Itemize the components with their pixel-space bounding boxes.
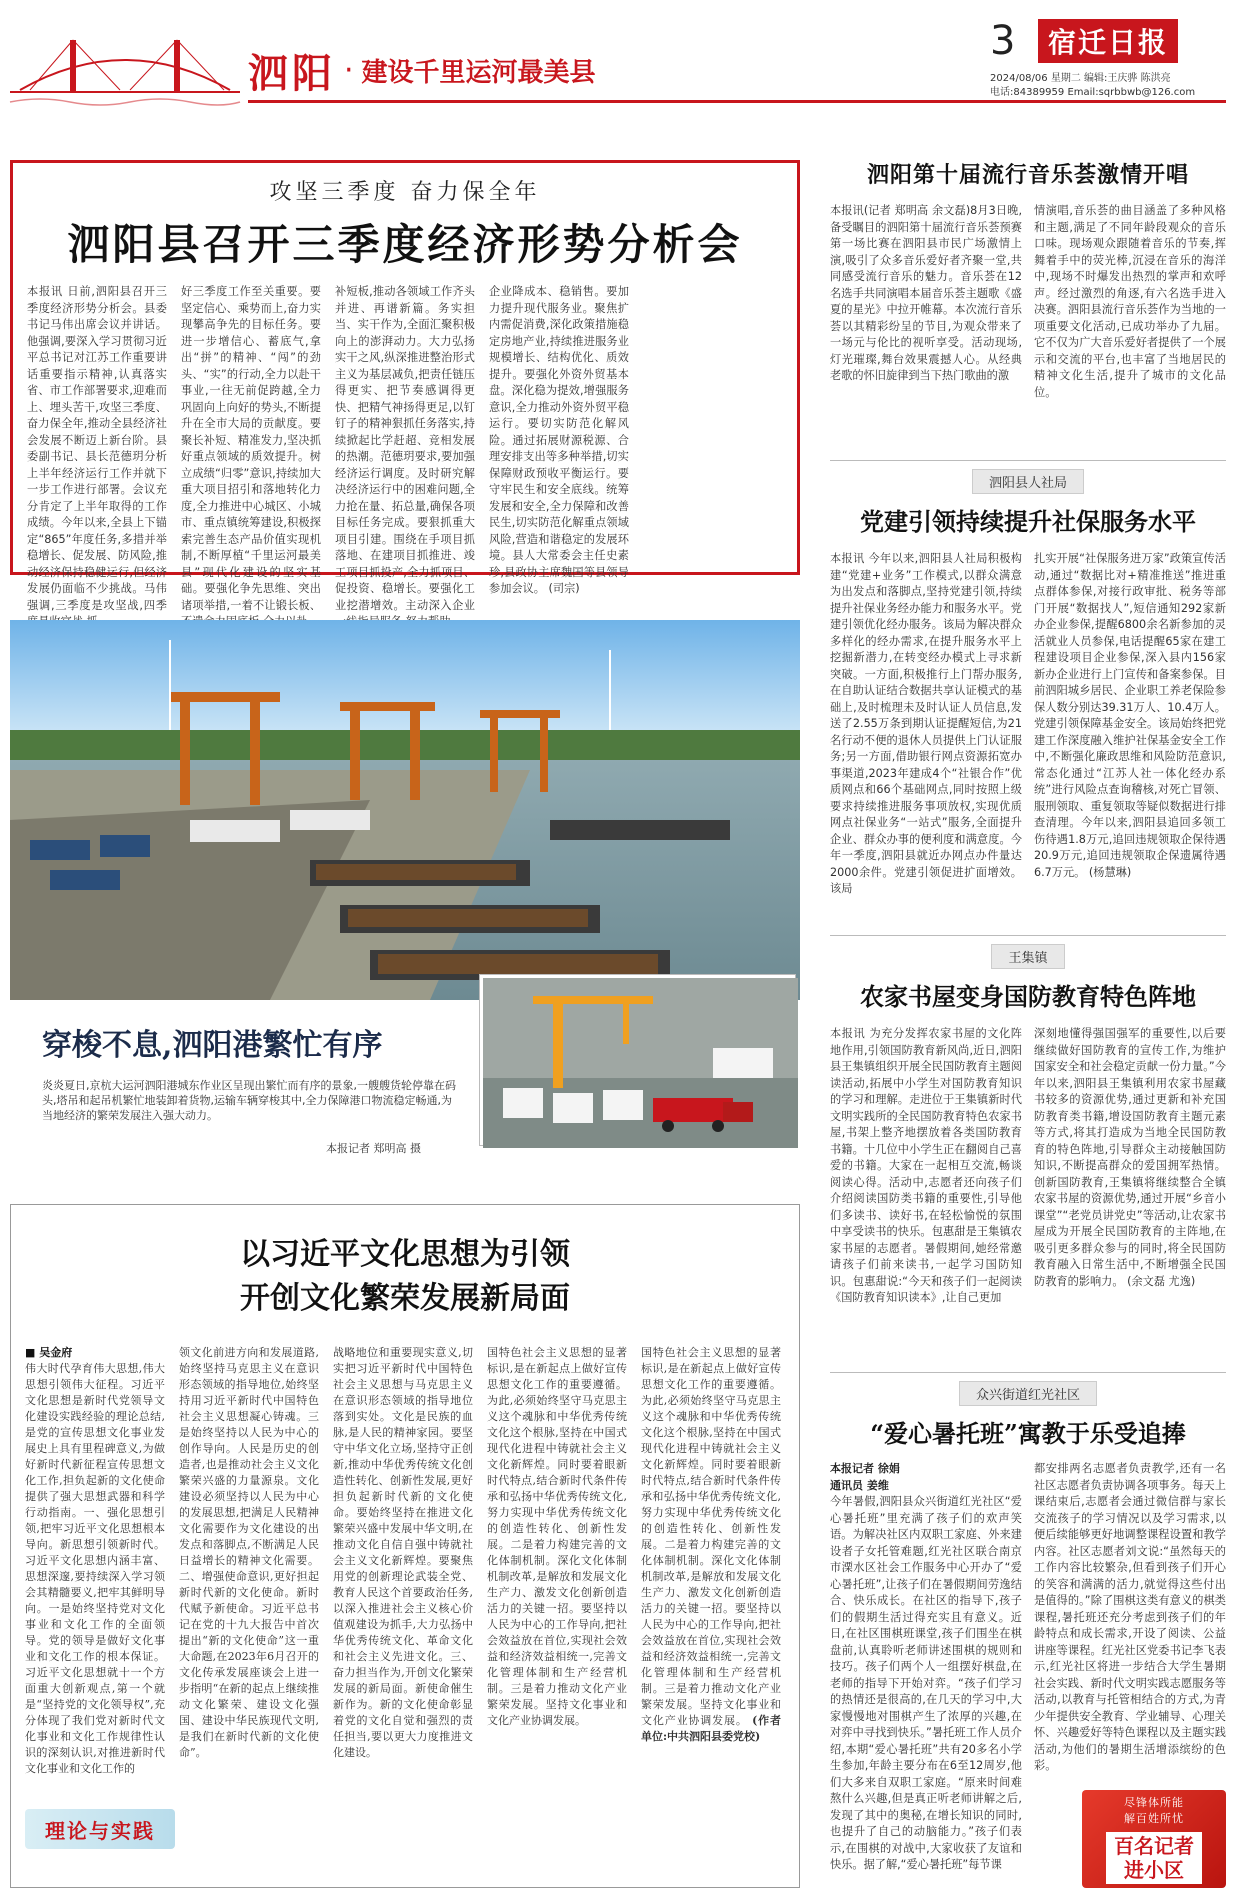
music-article xyxy=(830,158,1226,460)
theory-column-2: 领文化前进方向和发展道路,始终坚持马克思主义在意识形态领域的指导地位,始终坚持用习近平新时代中国特色社会主义思想凝心铸魂。三是始终坚持以人民为中心的创作导向。人民是历史的创造者,也是推动社会主义文化繁荣兴盛的力量源泉。文化建设必须坚持以人民为中心的发展思想,把满足人民精神文化需要作为文化建设的出发点和落脚点,不断满足人民日益增长的精神文化需要。二、增强使命意识,更好担起新时代新的文化使命。新时代赋予新使命。习近平总书记在党的十九大报告中首次提出“新的文化使命”这一重大命题,在2023年6月召开的文化传承发展座谈会上进一步指明“在新的起点上继续推动文化繁荣、建设文化强国、建设中华民族现代文明,是我们在新时代新的文化使命”。 xyxy=(179,1346,319,1759)
newspaper-logo: 宿迁日报 xyxy=(1038,19,1178,63)
books-author: (余文磊 尤逸) xyxy=(1127,1274,1196,1288)
books-section-tag: 王集镇 xyxy=(991,944,1064,969)
masthead-rule xyxy=(248,100,1226,103)
issue-phone: 电话:84389959 xyxy=(990,87,1065,98)
lead-column-1: 本报讯 日前,泗阳县召开三季度经济形势分析会。县委书记马伟出席会议并讲话。他强调,要深入学习贯彻习近平总书记对江苏工作重要讲话重要指示精神,认真落实省、市工作部署要求,迎难而上、埋头苦干,攻坚三季度、奋力保全年,推动全县经济社会发展不断迈上新台阶。县委副书记、县长范德玥分析上半年经济运行工作并就下一步工作进行部署。会议充分肯定了上半年取得的工作成绩。今年以来,全县上下锚定“865”年度任务,多措并举稳增长、促发展、防风险,推动经济保持稳健运行,但经济发展仍面临不少挑战。马伟强调,三季度是攻坚战,四季 xyxy=(27,285,167,612)
books-column-1: 本报讯 为充分发挥农家书屋的文化阵地作用,引领国防教育新风尚,近日,泗阳县王集镇组织开展全民国防教育主题阅读活动,拓展中小学生对国防教育知识的学习和理解。走进位于王集镇新时代文明实践所的全民国防教育特色农家书屋,书架上整齐地摆放着各类国防教育书籍。十几位中小学生正在翻阅自己喜爱的书籍。大家在一起相互交流,畅谈阅读心得。活动中,志愿者还向孩子们介绍阅读国防类书籍的重要性,引导他们多读书、读好书,在轻松愉悦的氛围中享受读书的快乐。包惠甜是王集镇农家书屋的志愿者。暑假期间,她经常邀请孩子们前来读书,一起学习国防知识。包惠甜说:“今天和孩子们一起阅读《国防教育知识读本》,让自己更加 xyxy=(830,1027,1022,1304)
theory-column-4: 国特色社会主义思想的显著标识,是在新起点上做好宣传思想文化工作的重要遵循。为此,必须始终坚守马克思主义这个魂脉和中华优秀传统文化这个根脉,坚持在中国式现代化进程中铸就社会主义文化新辉煌。同时要着眼新时代特点,结合新时代条件传承和弘扬中华优秀传统文化,努力实现中华优秀传统文化的创造性转化、创新性发展。二是着力构建完善的文化体制机制。深化文化体制机制改革,是解放和发展文化生产力、激发文化创新创造活力的关键一招。要坚持以人民为中心的工作导向,把社会效益放在首位,实现社会效益和经济效益相统一,完善文化管理体制和生产经营机制。三是着力推动文化产业繁荣发展。坚持文化事业和文化产业协调发展。 xyxy=(487,1346,627,1727)
theory-column-1-text: 伟大时代孕育伟大思想,伟大思想引领伟大征程。习近平文化思想是新时代党领导文化建设实践经验的理论总结,是党的宣传思想文化事业发展史上具有里程碑意义,为做好新时代新征程宣传思想文化工作,担负起新的文化使命提供了强大思想武器和科学行动指南。一、强化思想引领,把牢习近平文化思想根本导向。新思想引领新时代。习近平文化思想内涵丰富、思想深邃,要持续深入学习领会其精髓要义,把牢其鲜明导向。一是始终坚持党对文化事业和文化工作的全面领导。党的领导是做好文化事业和文化工作的根本保证。习近平文化思想就十一个方面重大创新观点,第一个就是“坚持党的文化领导权”,充分体现了我们党对新时代文化事业和文化工作规律性认识的深刻认识,对推进新时代文化事业和文化工作的 xyxy=(25,1362,165,1775)
music-column-2: 情演唱,音乐荟的曲目涵盖了多种风格和主题,满足了不同年龄段观众的音乐口味。现场观众跟随着音乐的节奏,挥舞着手中的荧光棒,沉浸在音乐的海洋中,现场不时爆发出热烈的掌声和欢呼声。经过激烈的角逐,有六名选手进入决赛。泗阳县流行音乐荟作为当地的一项重要文化活动,已成功举办了九届。它不仅为广大音乐爱好者提供了一个展示和交流的平台,也丰富了当地居民的精神文化生活,提升了城市的文化品位。 xyxy=(1034,204,1226,399)
social-security-article xyxy=(830,460,1226,895)
masthead xyxy=(0,0,1236,118)
section-dot: · xyxy=(344,53,354,88)
column-badge: 理论与实践 xyxy=(25,1809,175,1849)
issue-editor: 编辑:王庆骅 陈洪亮 xyxy=(1084,73,1171,84)
section-county: 泗阳 xyxy=(248,50,336,97)
theory-column-5 xyxy=(641,1345,781,1865)
issue-email: Email:sqrbbwb@126.com xyxy=(1067,87,1196,98)
social-column-2 xyxy=(1034,551,1226,891)
theory-author: ■ 吴金府 xyxy=(25,1346,73,1359)
port-aerial-photo xyxy=(10,620,800,1000)
theory-headline-line-1: 以习近平文化思想为引领 xyxy=(240,1237,570,1272)
photo-caption: 炎炎夏日,京杭大运河泗阳港城东作业区呈现出繁忙而有序的景象,一艘艘货轮停靠在码头,塔吊和起吊机繁忙地装卸着货物,运输车辆穿梭其中,全力保障港口物流稳定畅通,为当地经济的繁荣发展注入强大动力。 xyxy=(42,1079,456,1122)
music-column-1: 本报讯(记者 郑明高 余文磊)8月3日晚,备受瞩目的泗阳第十届流行音乐荟预赛第一场比赛在泗阳县市民广场激情上演,吸引了众多音乐爱好者齐聚一堂,共同感受流行音乐的魅力。音乐荟在12名选手共同演唱本届音乐荟主题歌《盛夏的星光》中拉开帷幕。本次流行音乐荟以其精彩纷呈的节目,为观众带来了一场元与伦比的视听享受。活动现场,灯光璀璨,舞台效果震撼人心。从经典老歌的怀旧旋律到当下热门歌曲的激 xyxy=(830,204,1022,382)
theory-article xyxy=(10,1204,800,1888)
promo-headline-1: 百名记者 xyxy=(1114,1834,1194,1858)
port-scene-icon xyxy=(10,620,800,1000)
crane-scene-icon xyxy=(483,978,798,1148)
social-section-tag: 泗阳县人社局 xyxy=(972,469,1084,494)
books-column-2-text: 深刻地懂得强国强军的重要性,以后要继续做好国防教育的宣传工作,为维护国家安全和社会稳定贡献一份力量。”今年以来,泗阳县王集镇利用农家书屋藏书较多的资源优势,通过更新和补充国防教育类书籍,增设国防教育主题元素等方式,将其打造成为当地全民国防教育的特色阵地,引导群众主动接触国防知识,不断提高群众的爱国拥军热情。创新国防教育,王集镇将继续整合全镇农家书屋的资源优势,通过开展“乡音小课堂”“老党员讲党史”等活动,让农家书屋成为开展全民国防教育的主阵地,在吸引更多群众参与的同时,将全民国防教育融入日常生活中,不断增强全民国防教育的影响力。 xyxy=(1034,1027,1226,1288)
promo-line-1: 尽锋体所能 xyxy=(1124,1796,1184,1809)
books-headline: 农家书屋变身国防教育特色阵地 xyxy=(860,982,1196,1011)
tutor-column-1-text: 今年暑假,泗阳县众兴街道红光社区“爱心暑托班”里充满了孩子们的欢声笑语。为解决社区内双职工家庭、外来建设者子女托管难题,红光社区联合南京市溧水区社会工作服务中心开办了“爱心暑托班”,让孩子们在暑假期间劳逸结合、快乐成长。在社区的指导下,孩子们的假期生活过得充实且有意义。近日,在社区围棋班课堂,孩子们围坐在棋盘前,认真聆听老师讲述围棋的规则和技巧。孩子们两个人一组摆好棋盘,在老师的指导下开始对弈。“孩子们学习的热情还是很高的,在几天的学习中,大家慢慢地对围棋产生了浓厚的兴趣,在对弈中寻找到快乐。”暑托班工作人员介绍,本期“爱心暑托班”共有20多名小学生参加,年龄主要分布在6至12周岁,他们大多来自双职工家庭。“原来时间难熬什么兴趣,但是真正听老师讲解之后,发现了其中的奥秘,在增长知识的同时,也提升了自己的动脑能力。”孩子们表示,在围棋的对战中,大家收获了友谊和快乐。据了解,“爱心暑托班”每节课 xyxy=(830,1495,1022,1871)
section-header xyxy=(248,42,596,99)
tutor-column-1 xyxy=(830,1461,1022,1901)
bridge-illustration-icon xyxy=(10,10,240,110)
promo-line-2: 解百姓所忧 xyxy=(1124,1812,1184,1825)
theory-headline xyxy=(25,1233,785,1321)
tutor-section-tag: 众兴街道红光社区 xyxy=(959,1381,1097,1406)
photo-headline: 穿梭不息,泗阳港繁忙有序 xyxy=(42,1028,383,1063)
lead-headline: 泗阳县召开三季度经济形势分析会 xyxy=(67,220,743,269)
books-body xyxy=(830,1026,1226,1346)
promo-headline xyxy=(1106,1832,1202,1884)
section-slogan: 建设千里运河最美县 xyxy=(361,58,596,88)
port-crane-photo xyxy=(480,975,795,1145)
social-body xyxy=(830,551,1226,895)
book-house-article xyxy=(830,935,1226,1335)
music-headline: 泗阳第十届流行音乐荟激情开唱 xyxy=(866,162,1189,188)
page-number-box xyxy=(990,18,1225,64)
lead-column-4 xyxy=(489,284,629,595)
social-author: (杨慧琳) xyxy=(1088,865,1132,879)
theory-column-5-text: 国特色社会主义思想的显著标识,是在新起点上做好宣传思想文化工作的重要遵循。为此,必须始终坚守马克思主义这个魂脉和中华优秀传统文化这个根脉,坚持在中国式现代化进程中铸就社会主义文化新辉煌。同时要着眼新时代特点,结合新时代条件传承和弘扬中华优秀传统文化,努力实现中华优秀传统文化的创造性转化、创新性发展。二是着力构建完善的文化体制机制。深化文化体制机制改革,是解放和发展文化生产力、激发文化创新创造活力的关键一招。要坚持以人民为中心的工作导向,把社会效益放在首位,实现社会效益和经济效益相统一,完善文化管理体制和生产经营机制。三是着力推动文化产业繁荣发展。坚持文化事业和文化产业协调发展。 xyxy=(641,1346,781,1727)
theory-headline-line-2: 开创文化繁荣发展新局面 xyxy=(240,1281,570,1316)
photo-credit: 本报记者 郑明高 摄 xyxy=(326,1142,421,1155)
social-column-1: 本报讯 今年以来,泗阳县人社局积极构建“党建+业务”工作模式,以群众满意为出发点和落脚点,坚持党建引领,持续提升社保业务经办能力和服务水平。党建引领优化经办服务。该局为解决群众多样化的经办需求,在提升服务水平上挖掘新潜力,在转变经办模式上寻求新突破。一方面,积极推行上门帮办服务,在自助认证结合数据共享认证模式的基础上,及时梳理未及时认证人员信息,发送了2.55万条到期认证提醒短信,为21名行动不便的退休人员提供上门认证服务;另一方面,借助银行网点资源拓宽办事渠道,2023年建成4个“社银合作”优质网点和66个基础网点,同时按照上级要求持续推进服务事项放权,实现优质网点社保业务“一站式”服务,全面提升企业、群众办事的便利度和满意度。今年一季度,泗阳县就近办网点办件量达2000余件。党建引领促进扩面增效。该局 xyxy=(830,552,1022,895)
issue-meta xyxy=(990,72,1225,100)
page-number: 3 xyxy=(990,18,1016,64)
tutor-headline: “爱心暑托班”寓教于乐受追捧 xyxy=(870,1419,1186,1448)
promo-headline-2: 进小区 xyxy=(1124,1858,1184,1882)
page-info xyxy=(990,18,1225,100)
lead-column-4-text: 企业降成本、稳销售。要加力提升现代服务业。聚焦扩内需促消费,深化政策措施稳定房地产业,持续推进服务业规模增长、结构优化、质效提升。要强化外资外贸基本盘。深化稳为提效,增强服务意识,全力推动外资外贸平稳运行。要切实防范化解风险。通过拓展财源税源、合理安排支出等多种举措,切实保障财政预收平衡运行。要守牢民生和安全底线。统筹发展和安全,全力保障和改善民生,切实防范化解重点领域风险,营造和谐稳定的发展环境。县人大常委会主任史素珍,县政协主席魏国等县领导参加会议。 xyxy=(489,285,629,595)
lead-column-2: 好三季度工作至关重要。要坚定信心、乘势而上,奋力实现攀高争先的目标任务。要进一步增信心、蓄底气,拿出“拼”的精神、“闯”的劲头、“实”的行动,全力以赴干事业,一往无前促跨越,全力巩固向上向好的势头,不断提升在全市大局的贡献度。要聚长补短、精准发力,坚决抓好重点领域的质效提升。树立成绩“归零”意识,持续加大重大项目招引和落地转化力度,全力推进中心城区、小城市、重点镇统筹建设,积极探索完善生态产品价值实现机制,不断厚植“千里运河最美县”现代化建设的坚实基础。要强化争先思维、突出诸项举措,一着不让锻长板、 xyxy=(181,285,321,612)
books-column-2 xyxy=(1034,1026,1226,1346)
lead-kicker: 攻坚三季度 奋力保全年 xyxy=(269,180,541,205)
lead-article xyxy=(10,160,800,612)
music-body xyxy=(830,203,1226,465)
reporter-campaign-badge xyxy=(1082,1790,1226,1888)
theory-column-3: 战略地位和重要现实意义,切实把习近平新时代中国特色社会主义思想与马克思主义在意识形态领域的指导地位落到实处。文化是民族的血脉,是人民的精神家园。要坚守中华文化立场,坚持守正创新,推动中华优秀传统文化创造性转化、创新性发展,更好担负起新时代新的文化使命。要始终坚持在推进文化繁荣兴盛中发展中华文明,在推动文化自信自强中铸就社会主义文化新辉煌。要聚焦用党的创新理论武装全党、教育人民这个首要政治任务,以深入推进社会主义核心价值观建设为抓手,大力弘扬中华优秀传统文化、革命文化和社会主义先进文化。三、奋力担当作为,开创文化繁荣发展的新局面。新使命催生新作为。新的文化使命彰显着党的文化自觉和强烈的责任担当,要以更大力度推进文化建设。 xyxy=(333,1346,473,1759)
theory-source: (作者单位:中共泗阳县委党校) xyxy=(641,1714,781,1743)
lead-author: (司宗) xyxy=(548,582,580,595)
tutor-byline-correspondent: 通讯员 姜维 xyxy=(830,1478,889,1492)
tutor-byline-reporter: 本报记者 徐娟 xyxy=(830,1462,900,1475)
port-photo-feature xyxy=(10,620,800,1155)
issue-date: 2024/08/06 xyxy=(990,73,1048,84)
lead-column-3: 补短板,推动各领域工作齐头并进、再谱新篇。务实担当、实干作为,全面汇聚积极向上的澎湃动力。大力弘扬实干之风,纵深推进整治形式主义为基层减负,把责任链压得更实、把节奏感调得更快、把精气神扬得更足,以钉钉子的精神狠抓任务落实,持续掀起比学赶超、竞相发展的热潮。范德玥要求,要加强经济运行调度。及时研究解决经济运行中的困难问题,全力抢在量、拓总量,确保各项目标任务完成。要狠抓重大项目引建。围绕在手项目抓落地、在建项目抓推进、竣工项目抓投产,全力抓项目、促投资、稳增长。要强化工业挖潜增效。主动深入企业 xyxy=(335,285,475,612)
theory-body xyxy=(25,1345,785,1865)
social-headline: 党建引领持续提升社保服务水平 xyxy=(860,507,1196,536)
issue-weekday: 星期二 xyxy=(1050,73,1081,84)
tutor-column-2: 都安排两名志愿者负责教学,还有一名社区志愿者负责协调各项事务。每天上课结束后,志愿者会通过微信群与家长交流孩子的学习情况以及学习需求,以便后续能够更好地调整课程设置和教学内容。社区志愿者刘文说:“虽然每天的工作内容比较繁杂,但看到孩子们开心的笑容和满满的活力,就觉得这些付出是值得的。”除了围棋这类有意义的棋类课程,暑托班还充分考虑到孩子们的年龄特点和成长需求,开设了阅读、公益讲座等课程。红光社区党委书记李飞表示,红光社区将进一步结合大学生暑期社会实践、新时代文明实践志愿服务等活动,以教育与托管相结合的方式,为青少年提供安全教育、学业辅导、心理关怀、兴趣爱好等特色课程以及主题实践活动,为他们的暑期生活增添缤纷的色彩。 xyxy=(1034,1462,1226,1772)
lead-body xyxy=(27,284,783,612)
theory-column-1 xyxy=(25,1345,165,1865)
social-column-2-text: 扎实开展“社保服务进万家”政策宣传活动,通过“数据比对+精准推送”推进重点群体参保,对接行政审批、税务等部门开展“数据找人”,短信通知292家新办企业参保,提醒6800余名新参加的灵活就业人员参保,电话提醒65家在建工程建设项目企业参保,深入县内156家新办企业进行上门宣传和备案参保。目前泗阳城乡居民、企业职工养老保险参保人数分别达39.31万人、10.4万人。党建引领保障基金安全。该局始终把党建工作深度融入维护社保基金安全工作中,不断强化廉政思维和风险防范意识,常态化通过“江苏人社一体化经办系统”进行风险点查询稽核,对死亡冒领、服刑领取、重复领取等疑似数据进行排查清理。今年以来,泗阳县追回多领工伤待遇1.8万元,追回违规领取企保待遇20.9万元,追回违规领取企保遗属待遇6.7万元。 xyxy=(1034,552,1226,879)
